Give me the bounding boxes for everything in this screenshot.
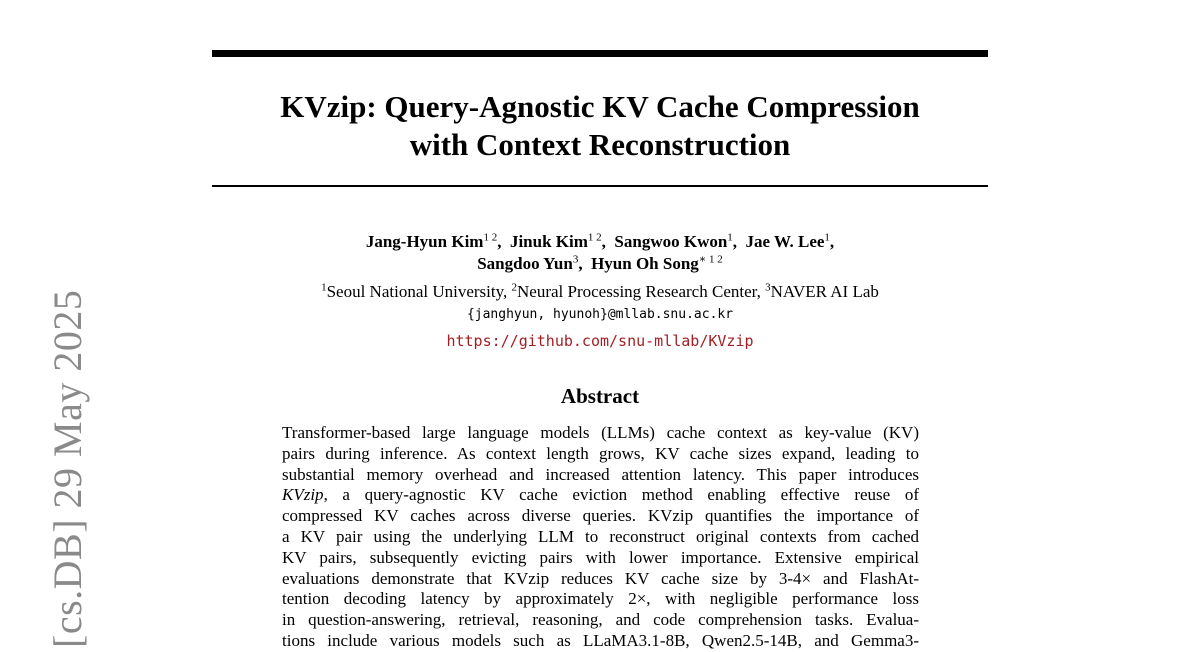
title-line-2: with Context Reconstruction — [409, 127, 791, 162]
abstract-line: pairs during inference. As context length grows, KV cache sizes expand, leading to — [282, 443, 919, 463]
affiliation: Seoul National University, — [326, 282, 508, 301]
abstract-line: tention decoding latency by approximately 2×, with negligible performance loss — [282, 589, 919, 609]
abstract-line: evaluations demonstrate that KVzip reduces KV cache size by 3-4× and FlashAt- — [282, 568, 919, 588]
abstract-line: a KV pair using the underlying LLM to reconstruct original contexts from cached — [282, 526, 919, 546]
author: Jang-Hyun Kim$^{1 2}$, — [365, 231, 502, 251]
top-thick-rule — [212, 50, 988, 57]
abstract-line: KVzip, a query-agnostic KV cache eviction method enabling effective reuse of — [282, 485, 919, 505]
abstract-line: tions include various models such as LLaMA3.1-8B, Qwen2.5-14B, and Gemma3- — [282, 630, 919, 650]
abstract-line: in question-answering, retrieval, reasoning, and code comprehension tasks. Evalua- — [282, 610, 919, 630]
title-line-1: KVzip: Query-Agnostic KV Cache Compression — [280, 89, 920, 124]
github-link[interactable]: https://github.com/snu-mllab/KVzip — [446, 332, 754, 350]
abstract-line: Transformer-based large language models (LLMs) cache context as key-value (KV) — [282, 423, 919, 442]
affiliation: NAVER AI Lab — [770, 282, 879, 301]
abstract-line: compressed KV caches across diverse queries. KVzip quantifies the importance of — [282, 506, 919, 526]
affiliations: $^1$Seoul National University, $^2$Neural Processing Research Center, $^3$NAVER AI Lab — [321, 281, 879, 301]
author: Sangwoo Kwon$^1$, — [614, 231, 738, 251]
abstract-line: KV pairs, subsequently evicting pairs with lower importance. Extensive empirical — [282, 547, 919, 567]
paper-title — [212, 88, 988, 164]
author: Sangdoo Yun$^3$, — [477, 253, 583, 273]
author: Jinuk Kim$^{1 2}$, — [509, 231, 606, 251]
author-email: {janghyun, hyunoh}@mllab.snu.ac.kr — [466, 307, 734, 322]
abstract-heading: Abstract — [560, 384, 640, 408]
arxiv-side-stamp: [cs.DB] 29 May 2025 — [45, 289, 90, 648]
author: Hyun Oh Song$^{∗ 1 2}$ — [591, 253, 723, 273]
abstract-line: substantial memory overhead and increased attention latency. This paper introduces — [282, 464, 919, 484]
abstract-body — [282, 423, 919, 652]
author: Jae W. Lee$^1$, — [745, 231, 835, 251]
author-list — [212, 231, 988, 275]
title-bottom-rule — [212, 185, 988, 187]
affiliation: Neural Processing Research Center, — [517, 282, 761, 301]
